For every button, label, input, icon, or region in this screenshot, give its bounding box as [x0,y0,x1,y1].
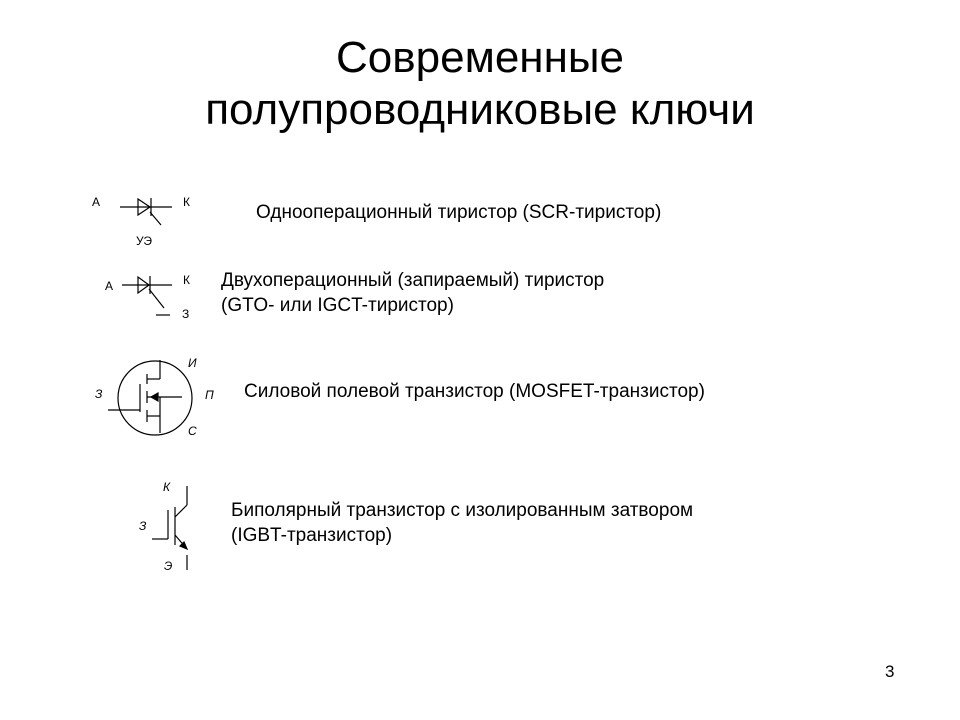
scr-thyristor-symbol [120,198,172,225]
igbt-emitter-label: Э [164,559,173,573]
igbt-gate-label: З [139,519,147,533]
gto-thyristor-symbol [122,276,172,315]
igbt-transistor-symbol [152,486,187,570]
mosfet-description-line-1: Силовой полевой транзистор (MOSFET-транзистор) [244,381,705,402]
igbt-description [231,498,693,548]
page-number: 3 [885,662,895,681]
gto-description-line-1: Двухоперационный (запираемый) тиристор [221,270,605,291]
mosfet-source-label: И [188,356,197,370]
gto-description [221,268,604,318]
scr-anode-label: А [92,195,101,209]
igbt-collector-label: К [163,480,171,494]
mosfet-transistor-symbol [108,360,192,435]
gto-gate-label: З [182,307,190,321]
scr-cathode-label: К [183,195,190,209]
gto-cathode-label: К [183,273,190,287]
slide-title-line-2: полупроводниковые ключи [205,85,755,134]
igbt-description-line-1: Биполярный транзистор с изолированным затвором [231,500,694,521]
scr-description-line-1: Однооперационный тиристор (SCR-тиристор) [256,202,662,223]
slide-title-line-1: Современные [336,33,624,82]
mosfet-body-label: П [205,388,214,402]
gto-description-line-2: (GTO- или IGCT-тиристор) [221,295,454,316]
scr-description [256,200,661,225]
mosfet-drain-label: С [188,424,197,438]
igbt-description-line-2: (IGBT-транзистор) [231,525,393,546]
gto-anode-label: А [105,279,114,293]
scr-gate-label: УЭ [136,234,152,248]
mosfet-gate-label: З [95,387,103,401]
mosfet-description [244,379,705,404]
